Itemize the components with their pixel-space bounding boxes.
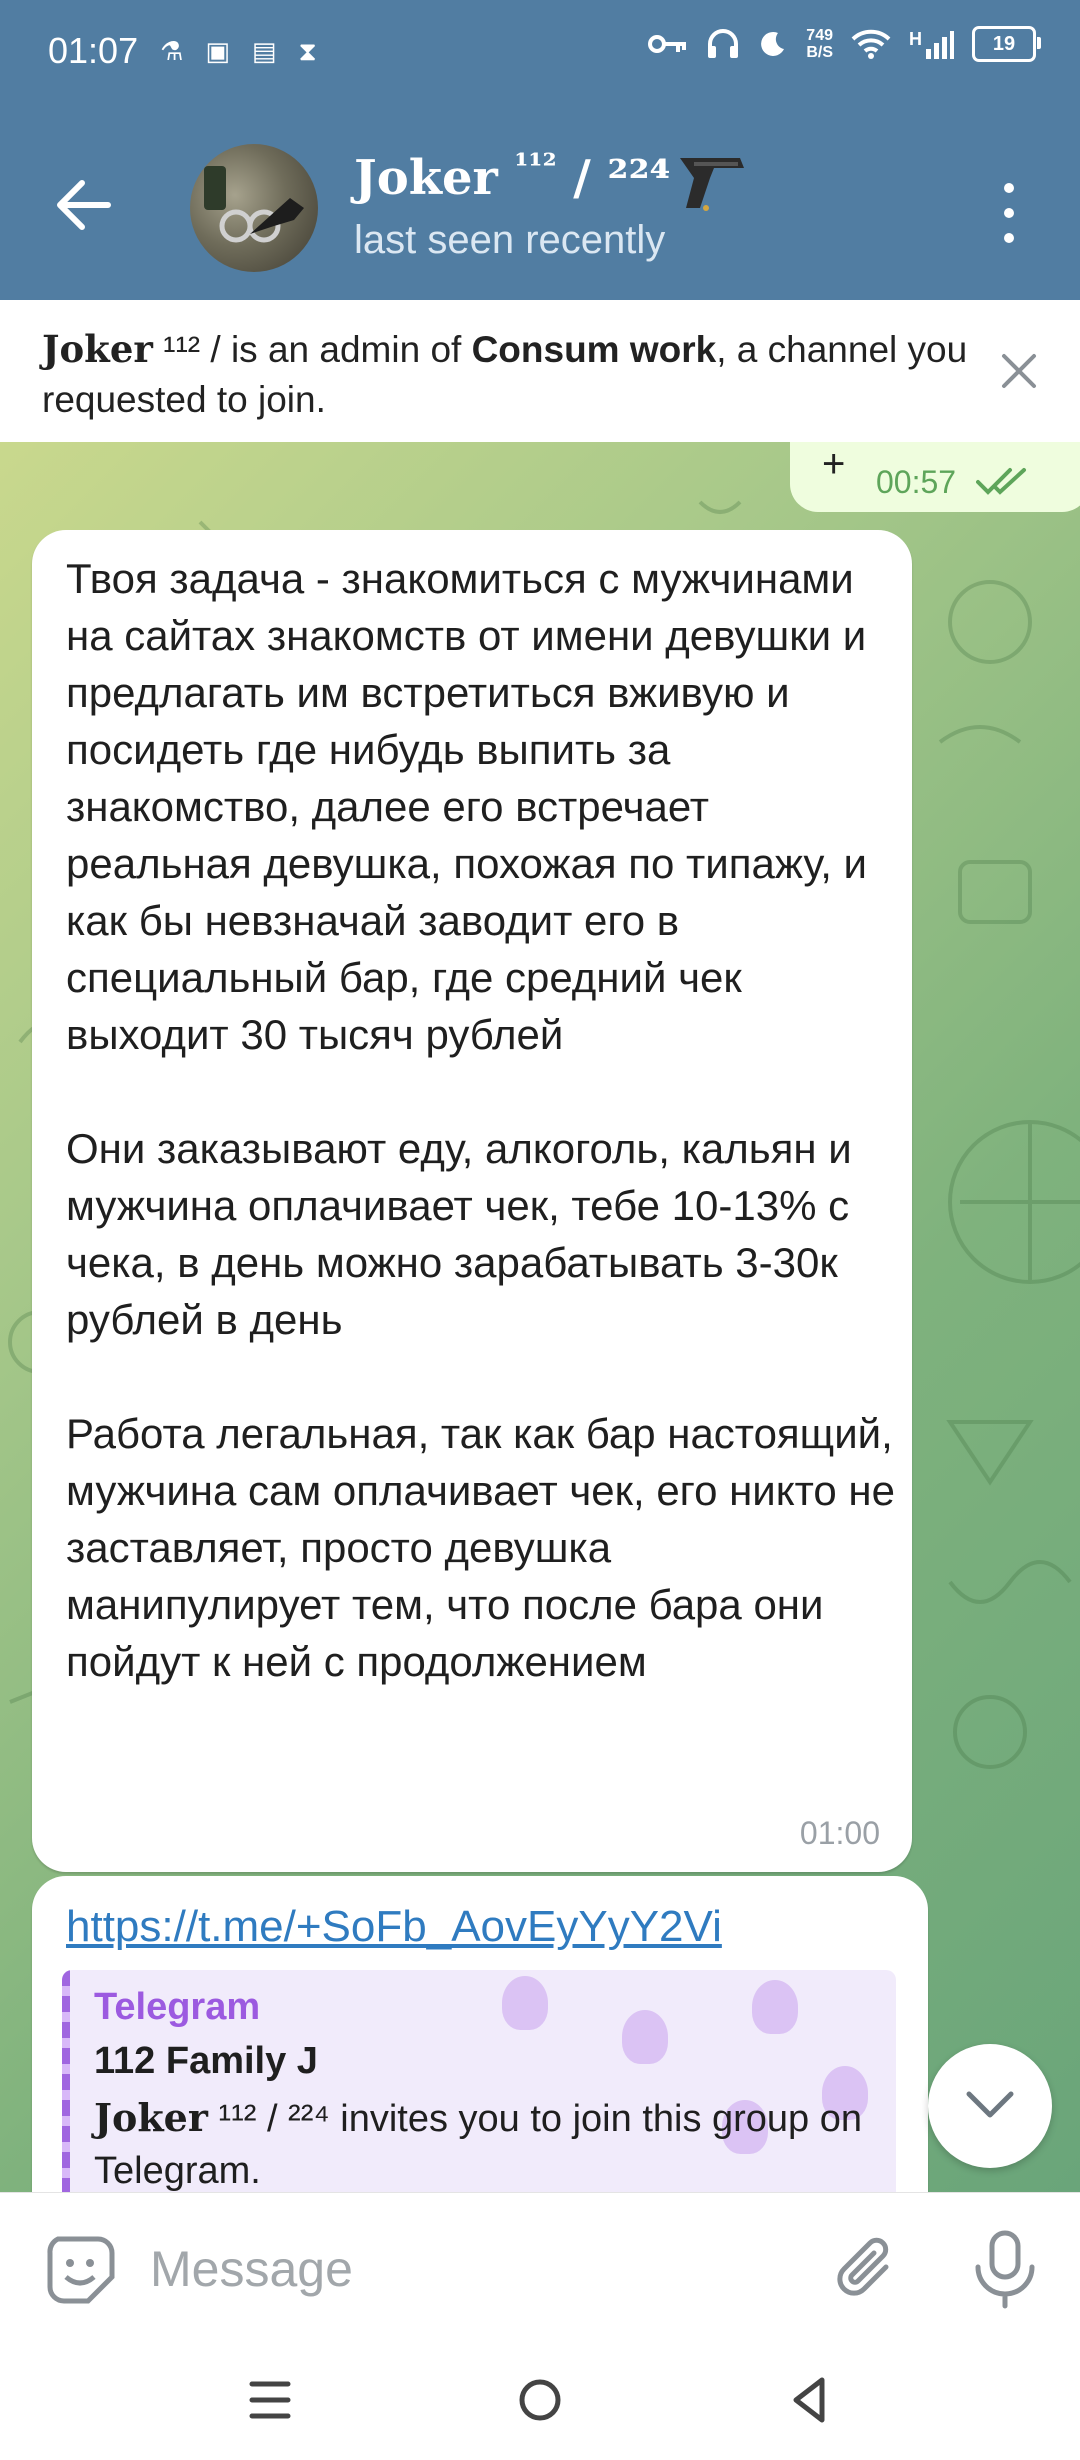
banner-text-before: / is an admin of (200, 329, 472, 370)
microphone-icon[interactable] (968, 2229, 1042, 2309)
banner-channel: Consum work (471, 329, 717, 370)
banner-text-after: , a channel you requested to join. (42, 329, 968, 420)
scroll-to-bottom-button[interactable] (928, 2044, 1052, 2168)
incoming-message[interactable] (32, 530, 912, 1872)
pistol-emoji-icon (672, 140, 752, 220)
status-time: 01:07 (48, 30, 139, 71)
message-time: 01:00 (799, 1815, 880, 1851)
headphones-icon (706, 28, 740, 60)
preview-name: Joker (94, 2095, 208, 2140)
preview-name-rest: ¹¹² / ²²⁴ (207, 2098, 330, 2140)
skull-pattern-icon (622, 2010, 668, 2064)
title-rest: / ²²⁴ (573, 150, 671, 206)
battery-level: 19 (992, 32, 1016, 55)
sticker-emoji-icon[interactable] (44, 2233, 118, 2307)
preview-site-name: Telegram (94, 1986, 261, 2028)
signal-icon (924, 29, 954, 59)
net-speed-value: 749 (806, 27, 833, 44)
wifi-icon (851, 29, 891, 59)
paperclip-icon[interactable] (830, 2233, 904, 2307)
key-icon (648, 32, 688, 56)
recent-apps-icon[interactable] (230, 2360, 310, 2440)
status-bar (0, 0, 1080, 108)
more-options-icon[interactable] (994, 178, 1024, 248)
net-speed-unit: B/S (806, 44, 833, 61)
last-seen-status: last seen recently (354, 218, 666, 262)
outgoing-time: 00:57 (876, 464, 957, 500)
double-check-icon (976, 466, 1028, 496)
back-arrow-icon[interactable] (48, 170, 118, 240)
close-icon[interactable] (996, 348, 1042, 394)
chat-header (0, 108, 1080, 300)
title-sup: ¹¹² (514, 146, 557, 184)
message-composer (0, 2192, 1080, 2341)
gallery-icon: ▤ (251, 36, 277, 66)
avatar[interactable] (190, 144, 318, 272)
net-speed (806, 27, 833, 61)
chat-title[interactable] (354, 146, 671, 206)
chat-area[interactable] (0, 442, 1080, 2192)
preview-desc-text: invites you to join this group on Telegram. (94, 2098, 863, 2192)
preview-accent-bar (62, 1970, 70, 2192)
system-nav-bar (0, 2340, 1080, 2460)
skull-pattern-icon (502, 1976, 548, 2030)
preview-description (94, 2092, 884, 2192)
battery-icon (972, 26, 1036, 62)
preview-title: 112 Family J (94, 2040, 318, 2082)
avatar-image (190, 144, 318, 272)
admin-join-banner (0, 300, 1080, 443)
home-icon[interactable] (500, 2360, 580, 2440)
outgoing-text: + (822, 442, 846, 486)
back-nav-icon[interactable] (770, 2360, 850, 2440)
link-preview[interactable] (62, 1970, 896, 2192)
banner-name: Joker (42, 327, 153, 371)
moon-icon (758, 29, 788, 59)
banner-text (42, 324, 972, 425)
message-text: Твоя задача - знакомиться с мужчинами на сайтах знакомств от имени девушки и предлагать им встретиться вживую и посидеть где нибудь выпить за знакомство, далее его встречает реальная девушка, похожая по типажу, и как бы невзначай заводит его в специальный бар, где средний чек выходит 30 тысяч рублей Они заказывают еду, алкоголь, кальян и мужчина оплачивает чек, тебе 10-13% с чека, в день можно зарабатывать 3-30к рублей в день Работа легальная, так как бар настоящий, мужчина сам оплачивает чек, его никто не заставляет, просто девушка манипулирует тем, что после бара они пойдут к ней с продолжением (66, 555, 895, 1685)
title-name: Joker (354, 150, 498, 206)
signal-type: H (909, 29, 922, 49)
status-left-icons (160, 36, 317, 68)
status-right-icons (648, 26, 1036, 62)
hourglass-icon: ⧗ (298, 36, 317, 66)
chevron-down-icon (965, 2084, 1015, 2124)
skull-pattern-icon (752, 1980, 798, 2034)
lab-flask-icon: ⚗ (160, 36, 184, 66)
incoming-link-message[interactable] (32, 1876, 928, 2192)
notification-icon: ▣ (205, 36, 230, 66)
message-input[interactable] (148, 2223, 802, 2315)
invite-link[interactable]: https://t.me/+SoFb_AovEyYyY2Vi (66, 1902, 722, 1951)
outgoing-message[interactable] (790, 442, 1080, 512)
banner-name-sup: ¹¹² (163, 329, 201, 370)
